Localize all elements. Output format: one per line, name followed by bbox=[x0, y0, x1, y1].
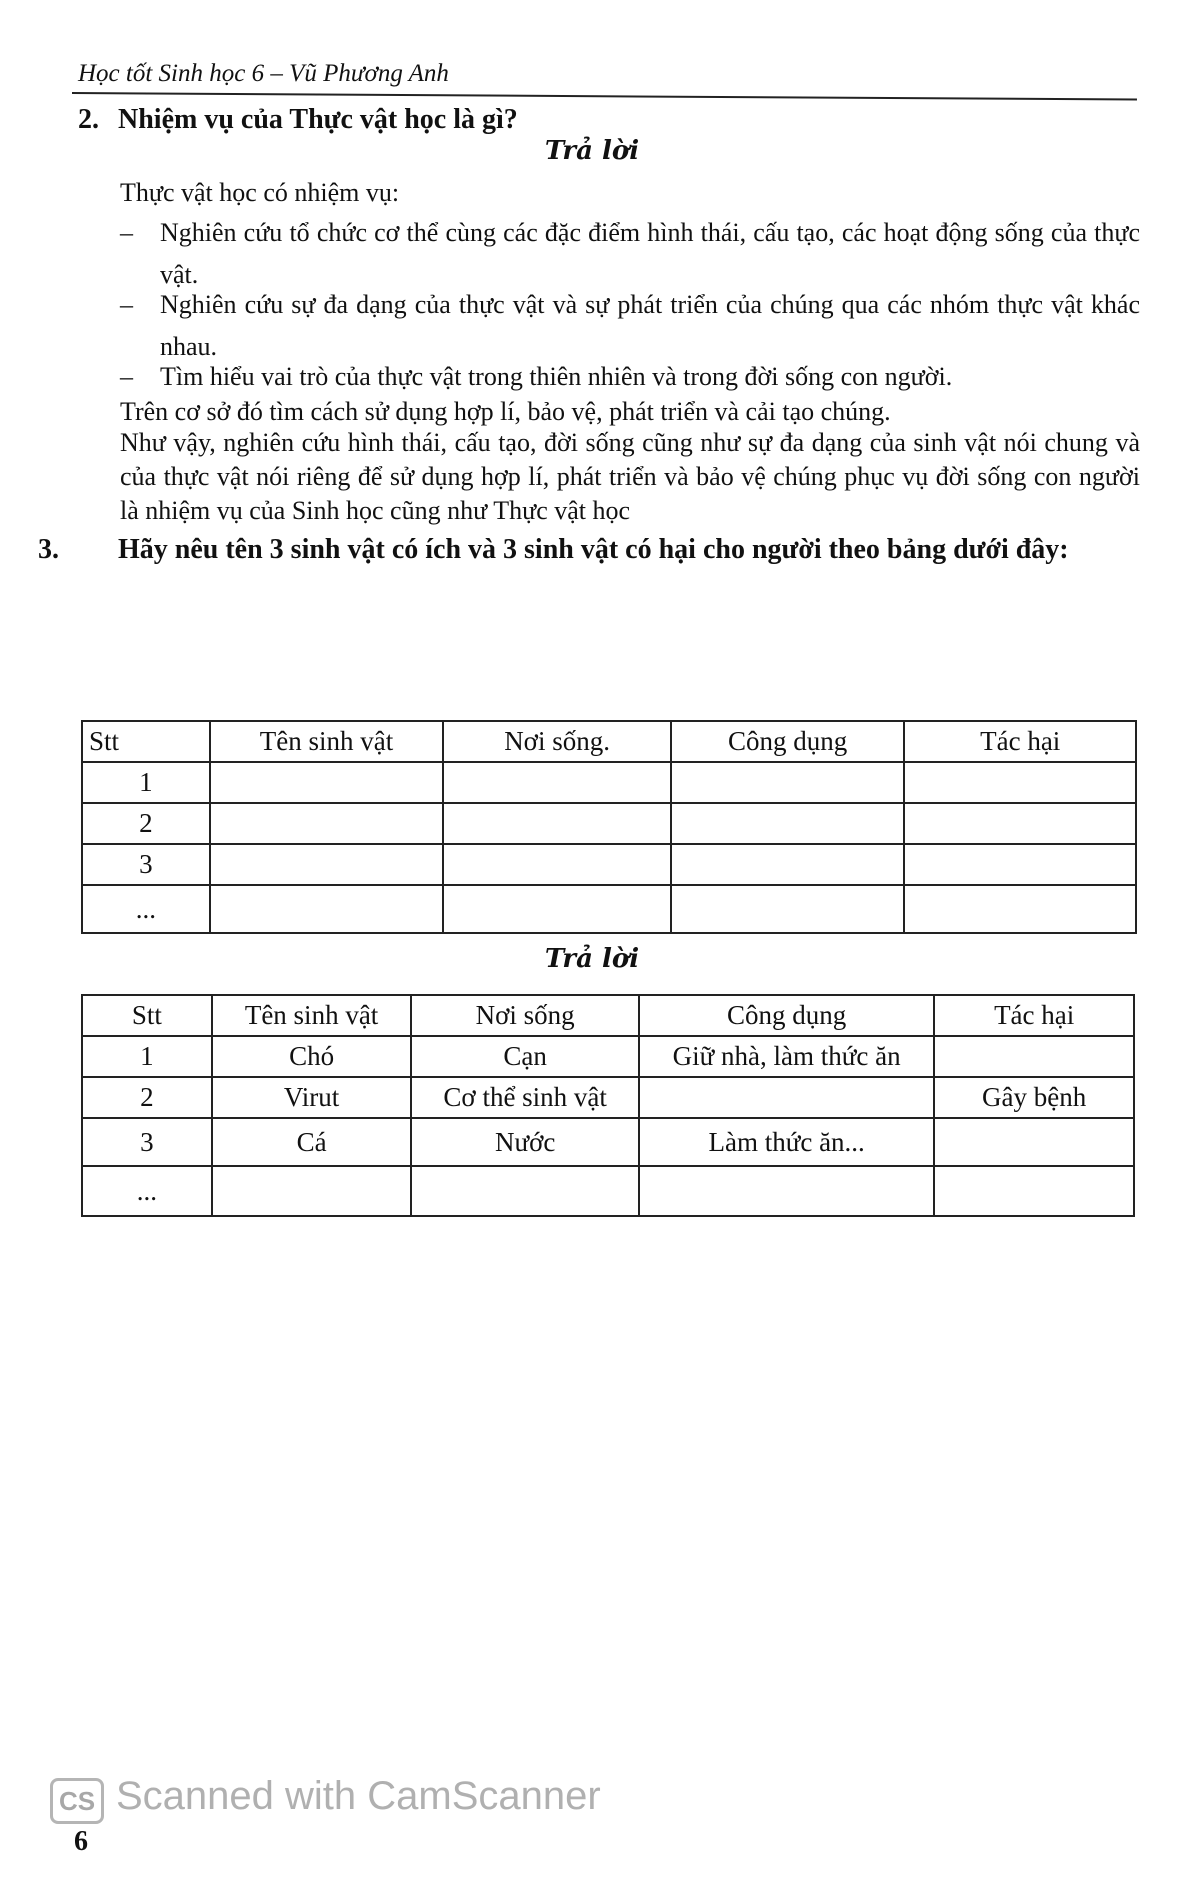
cell-name bbox=[210, 803, 444, 844]
table-row bbox=[82, 803, 1136, 844]
cell-habitat: Cạn bbox=[411, 1036, 639, 1077]
header-habitat: Nơi sống bbox=[411, 995, 639, 1036]
table-row bbox=[82, 1166, 1134, 1216]
header-harm: Tác hại bbox=[934, 995, 1134, 1036]
cell-stt: ... bbox=[82, 885, 210, 933]
question-3-text: Hãy nêu tên 3 sinh vật có ích và 3 sinh vật có hại cho người theo bảng dưới đây: bbox=[118, 534, 1069, 565]
question-2-title bbox=[78, 100, 1138, 140]
cell-habitat bbox=[411, 1166, 639, 1216]
page-number: 6 bbox=[74, 1826, 88, 1857]
cell-stt: 1 bbox=[82, 762, 210, 803]
cell-stt: 3 bbox=[82, 1118, 212, 1166]
bullet-text: Nghiên cứu sự đa dạng của thực vật và sự phát triển của chúng qua các nhóm thực vật khác nhau. bbox=[160, 290, 1140, 361]
cell-name: Cá bbox=[212, 1118, 412, 1166]
cell-name bbox=[210, 885, 444, 933]
header-habitat: Nơi sống. bbox=[443, 721, 671, 762]
cell-use: Làm thức ăn... bbox=[639, 1118, 934, 1166]
cell-harm bbox=[904, 803, 1136, 844]
cell-stt: 2 bbox=[82, 1077, 212, 1118]
question-2-paragraph-1: Trên cơ sở đó tìm cách sử dụng hợp lí, bảo vệ, phát triển và cải tạo chúng. bbox=[120, 397, 891, 426]
cell-use bbox=[639, 1166, 934, 1216]
bullet-text: Tìm hiểu vai trò của thực vật trong thiên nhiên và trong đời sống con người. bbox=[160, 362, 953, 391]
cell-harm bbox=[904, 844, 1136, 885]
cell-habitat bbox=[443, 803, 671, 844]
answer-organism-table bbox=[81, 994, 1135, 1217]
scanner-watermark: Scanned with CamScanner bbox=[116, 1774, 601, 1818]
question-3-answer-label: Trả lời bbox=[544, 944, 640, 974]
cell-use: Giữ nhà, làm thức ăn bbox=[639, 1036, 934, 1077]
cell-use bbox=[671, 762, 905, 803]
bullet-dash: – bbox=[120, 362, 133, 391]
bullet-dash: – bbox=[120, 218, 133, 247]
cell-stt: 3 bbox=[82, 844, 210, 885]
question-2-text: Nhiệm vụ của Thực vật học là gì? bbox=[118, 104, 518, 135]
question-2-paragraph-2: Như vậy, nghiên cứu hình thái, cấu tạo, đời sống cũng như sự đa dạng của sinh vật nói chung và của thực vật nói riêng để sử dụng hợp lí, phát triển và bảo vệ chúng phục vụ đời sống con người là nhiệm vụ của Sinh học cũng như Thực vật học bbox=[120, 428, 1140, 525]
cell-harm bbox=[934, 1118, 1134, 1166]
table-header-row bbox=[82, 721, 1136, 762]
header-name: Tên sinh vật bbox=[210, 721, 444, 762]
table-row bbox=[82, 1036, 1134, 1077]
cell-name bbox=[212, 1166, 412, 1216]
bullet-dash: – bbox=[120, 290, 133, 319]
cell-habitat bbox=[443, 885, 671, 933]
cell-habitat: Nước bbox=[411, 1118, 639, 1166]
table-row bbox=[82, 885, 1136, 933]
camscanner-logo-icon: CS bbox=[50, 1778, 104, 1824]
cell-name bbox=[210, 762, 444, 803]
cell-name: Virut bbox=[212, 1077, 412, 1118]
question-3-number: 3. bbox=[38, 534, 59, 565]
question-3-title bbox=[38, 530, 1138, 570]
cell-name: Chó bbox=[212, 1036, 412, 1077]
table-header-row bbox=[82, 995, 1134, 1036]
cell-harm bbox=[904, 762, 1136, 803]
cell-habitat: Cơ thể sinh vật bbox=[411, 1077, 639, 1118]
table-row bbox=[82, 1118, 1134, 1166]
header-stt: Stt bbox=[82, 721, 210, 762]
cell-harm bbox=[904, 885, 1136, 933]
cell-habitat bbox=[443, 844, 671, 885]
running-header: Học tốt Sinh học 6 – Vũ Phương Anh bbox=[78, 60, 449, 87]
cell-stt: 2 bbox=[82, 803, 210, 844]
cell-name bbox=[210, 844, 444, 885]
cell-stt: 1 bbox=[82, 1036, 212, 1077]
cell-habitat bbox=[443, 762, 671, 803]
header-stt: Stt bbox=[82, 995, 212, 1036]
question-2-answer-label: Trả lời bbox=[544, 136, 640, 166]
cell-harm: Gây bệnh bbox=[934, 1077, 1134, 1118]
header-harm: Tác hại bbox=[904, 721, 1136, 762]
header-use: Công dụng bbox=[639, 995, 934, 1036]
cell-use bbox=[639, 1077, 934, 1118]
table-row bbox=[82, 844, 1136, 885]
cell-use bbox=[671, 885, 905, 933]
header-name: Tên sinh vật bbox=[212, 995, 412, 1036]
question-2-number: 2. bbox=[78, 104, 99, 135]
cell-use bbox=[671, 803, 905, 844]
blank-organism-table bbox=[81, 720, 1137, 934]
cell-use bbox=[671, 844, 905, 885]
question-2-intro: Thực vật học có nhiệm vụ: bbox=[120, 178, 400, 207]
bullet-text: Nghiên cứu tổ chức cơ thể cùng các đặc điểm hình thái, cấu tạo, các hoạt động sống của thực vật. bbox=[160, 218, 1140, 289]
table-row bbox=[82, 1077, 1134, 1118]
table-row bbox=[82, 762, 1136, 803]
cell-stt: ... bbox=[82, 1166, 212, 1216]
cell-harm bbox=[934, 1036, 1134, 1077]
header-use: Công dụng bbox=[671, 721, 905, 762]
cell-harm bbox=[934, 1166, 1134, 1216]
